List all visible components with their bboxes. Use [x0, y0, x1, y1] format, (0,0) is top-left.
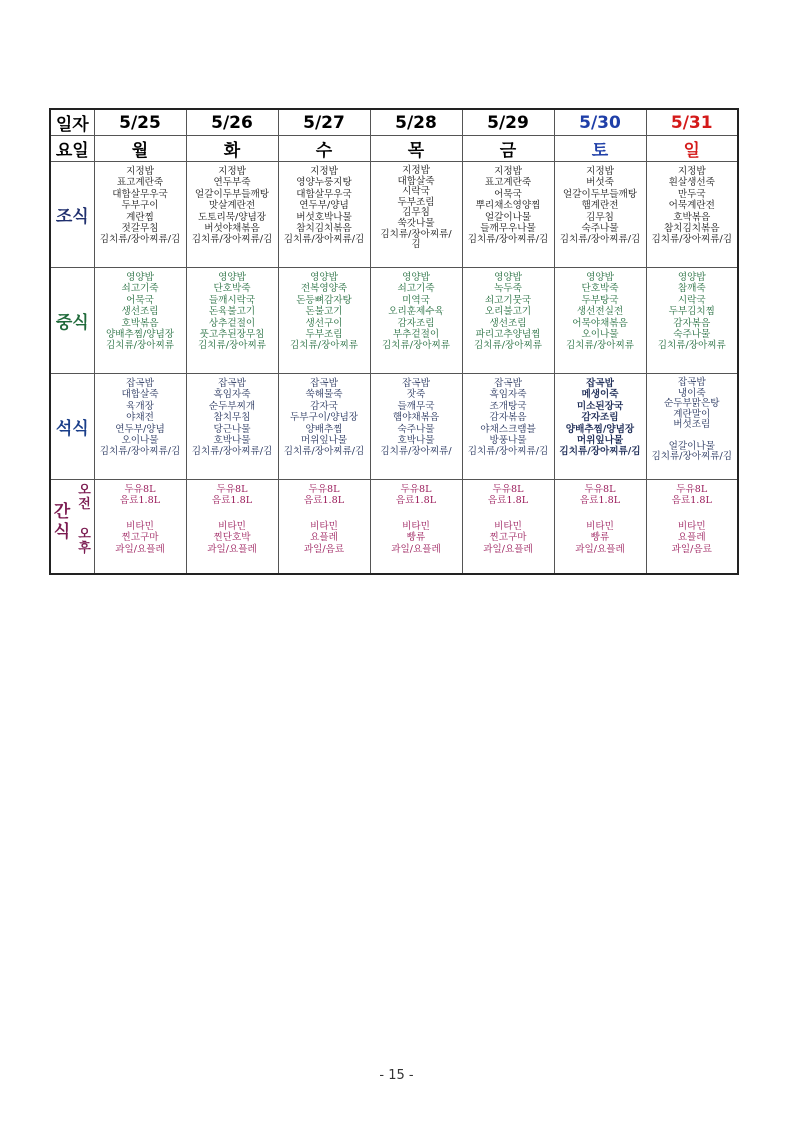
menu-item: 시락국	[402, 186, 430, 198]
weekday-label: 요일	[50, 136, 94, 162]
menu-item: 쑥해물죽	[305, 389, 343, 401]
menu-item: 쇠고기뭇국	[484, 294, 532, 306]
menu-item: 상추겉절이	[208, 317, 256, 329]
menu-item: 김치류/장아찌류/김	[191, 446, 273, 458]
menu-item: 육개장	[126, 400, 154, 412]
menu-item: 김치류/장아찌류/김	[559, 234, 641, 246]
menu-item: 잡곡밥	[494, 378, 522, 389]
menu-item: 호박나물	[397, 435, 435, 447]
menu-item: 파리고추양념찜	[475, 329, 541, 341]
menu-item: 대합살죽	[397, 175, 435, 187]
menu-item: 숙주나물	[673, 329, 711, 341]
menu-item: 머위잎나물	[576, 435, 624, 447]
snack-cell	[554, 480, 646, 575]
menu-item: 생선전실전	[576, 306, 624, 318]
menu-item: 돈육불고기	[208, 306, 256, 318]
menu-item: 흑임자죽	[489, 389, 527, 401]
snack-pm-item: 빵류	[590, 532, 610, 544]
menu-item: 지정밥	[402, 165, 430, 176]
date-cell: 5/28	[370, 109, 462, 136]
menu-item: 연두부죽	[213, 177, 251, 189]
breakfast-cell	[186, 162, 278, 268]
date-cell-saturday: 5/30	[554, 109, 646, 136]
snack-pm-item: 비타민	[218, 520, 246, 532]
menu-item: 김치류/장아찌류/김	[651, 234, 733, 246]
menu-item: 오리훈제수육	[388, 306, 444, 318]
menu-item: 김치류/장아찌류	[197, 340, 267, 352]
menu-item: 쇠고기죽	[397, 283, 435, 295]
menu-item: 메생이죽	[581, 389, 619, 401]
menu-item: 햄야채볶음	[392, 412, 440, 424]
snack-label-cell	[50, 480, 94, 575]
snack-pm-item: 빵류	[406, 532, 426, 544]
menu-item: 단호박죽	[581, 283, 619, 295]
menu-item: 지정밥	[310, 166, 338, 177]
menu-item: 양배추찜/양념장	[105, 329, 175, 341]
menu-item: 도토리묵/양념장	[197, 211, 267, 223]
menu-item: 김치류/장아찌류/김	[99, 446, 181, 458]
snack-pm-item: 찐고구마	[121, 532, 159, 544]
snack-row	[50, 480, 738, 575]
menu-item: 영양밥	[677, 272, 706, 283]
lunch-cell	[278, 268, 370, 374]
menu-item: 잡곡밥	[218, 378, 246, 389]
menu-item: 순두부맑은탕	[663, 398, 720, 410]
menu-item: 연두부/양념	[115, 423, 165, 435]
menu-item: 들깨무국	[397, 400, 435, 412]
menu-item: 맛살계란전	[208, 200, 256, 212]
menu-item: 김치류/장아찌류	[473, 340, 543, 352]
menu-item: 단호박죽	[213, 283, 251, 295]
snack-am-item: 음료1.8L	[119, 495, 161, 507]
menu-item: 김치류/장아찌류/김	[283, 446, 365, 458]
menu-item: 흰살생선죽	[668, 177, 715, 189]
snack-gap	[187, 507, 278, 521]
menu-item: 김치류/장아찌류/김	[191, 234, 273, 246]
menu-item: 얼갈이두부들깨탕	[194, 188, 270, 200]
menu-item: 김치류/장아찌류	[105, 340, 175, 352]
snack-am-item: 두유8L	[400, 484, 432, 495]
menu-item: 영양누룽지탕	[296, 177, 352, 189]
dinner-label: 석식	[50, 374, 94, 480]
menu-item: 순두부찌개	[208, 400, 256, 412]
menu-item: 부추겉절이	[392, 329, 440, 341]
snack-gap	[555, 507, 646, 521]
menu-item: 풋고추된장무침	[199, 329, 265, 341]
menu-item: 버섯호박나물	[296, 211, 352, 223]
menu-item: 돈불고기	[305, 306, 343, 318]
snack-pm-item: 과일/음료	[671, 543, 712, 555]
menu-item: 잡곡밥	[677, 377, 706, 388]
date-cell: 5/27	[278, 109, 370, 136]
dinner-cell	[278, 374, 370, 480]
menu-item: 감자국	[310, 400, 338, 412]
weekday-row	[50, 136, 738, 162]
menu-item: 야채전	[126, 412, 154, 424]
menu-item: 미소된장국	[576, 400, 624, 412]
snack-am-item: 음료1.8L	[395, 495, 437, 507]
menu-item: 표고계란죽	[484, 177, 532, 189]
dinner-cell	[186, 374, 278, 480]
menu-item: 김치류/장아찌류	[381, 340, 451, 352]
menu-item: 생선구이	[305, 317, 343, 329]
menu-item: 뿌리채소영양찜	[475, 200, 541, 212]
menu-item: 방풍나물	[489, 435, 527, 447]
menu-item: 계란말이	[673, 408, 711, 420]
snack-am-item: 음료1.8L	[211, 495, 253, 507]
weekday-cell: 월	[94, 136, 186, 162]
menu-item: 김치류/장아찌류/김	[467, 446, 549, 458]
snack-am-item: 두유8L	[492, 484, 524, 495]
snack-pm-item: 비타민	[677, 520, 706, 532]
breakfast-cell	[94, 162, 186, 268]
snack-cell	[462, 480, 554, 575]
menu-item: 김무침	[586, 211, 614, 223]
menu-item: 김치류/장아찌류/김	[651, 451, 733, 463]
menu-item: 잣죽	[406, 389, 426, 401]
menu-item: 오이나물	[581, 329, 619, 341]
menu-item: 생선조림	[121, 306, 159, 318]
snack-cell	[646, 480, 738, 575]
lunch-cell	[646, 268, 738, 374]
dinner-cell	[646, 374, 738, 480]
snack-cell	[278, 480, 370, 575]
menu-item: 두부조림	[305, 329, 343, 341]
menu-item: 김치류/장아찌류/김	[467, 234, 549, 246]
menu-item: 김치류/장아찌류/김	[99, 234, 181, 246]
menu-item: 표고계란죽	[116, 177, 164, 189]
menu-item: 흑임자죽	[213, 389, 251, 401]
menu-item: 호박볶음	[121, 317, 159, 329]
menu-item: 양배추찜/양념장	[565, 423, 635, 435]
menu-item: 영양밥	[126, 272, 154, 283]
date-row	[50, 109, 738, 136]
menu-item: 잡곡밥	[402, 378, 430, 389]
lunch-cell	[554, 268, 646, 374]
breakfast-cell	[462, 162, 554, 268]
menu-item: 참치김치볶음	[296, 223, 352, 235]
menu-item: 김치류/장아찌류	[289, 340, 359, 352]
menu-item: 얼갈이나물	[668, 440, 715, 452]
snack-am-item: 두유8L	[676, 484, 708, 495]
menu-item: 미역국	[402, 294, 430, 306]
menu-item: 두부구이/양념장	[289, 412, 359, 424]
snack-am-item: 두유8L	[216, 484, 248, 495]
snack-pm-item: 찐고구마	[489, 532, 527, 544]
snack-pm-item: 비타민	[494, 520, 522, 532]
snack-am-label: 오전	[78, 483, 91, 512]
snack-cell	[94, 480, 186, 575]
menu-item: 김치류/장아찌류/	[380, 446, 452, 458]
menu-item: 감자조림	[581, 412, 619, 424]
menu-item: 숙주나물	[397, 423, 435, 435]
menu-item: 계란찜	[126, 211, 154, 223]
snack-pm-item: 과일/음료	[303, 543, 345, 555]
snack-pm-item: 비타민	[310, 520, 338, 532]
menu-item: 영양밥	[402, 272, 430, 283]
menu-item: 냉이죽	[677, 387, 706, 399]
menu-item: 두부탕국	[581, 294, 619, 306]
menu-item: 젓갈무침	[121, 223, 159, 235]
menu-item: 숙주나물	[581, 223, 619, 235]
snack-gap	[371, 507, 462, 521]
snack-am-item: 음료1.8L	[303, 495, 345, 507]
breakfast-cell	[554, 162, 646, 268]
menu-item: 지정밥	[677, 166, 706, 177]
menu-item: 대합살죽	[121, 389, 159, 401]
snack-cell	[186, 480, 278, 575]
menu-item: 김치류/장아찌류/김	[559, 446, 641, 458]
menu-item: 영양밥	[586, 272, 614, 283]
menu-item: 참치무침	[213, 412, 251, 424]
breakfast-cell	[370, 162, 462, 268]
menu-item: 머위잎나물	[300, 435, 348, 447]
snack-gap	[279, 507, 370, 521]
menu-item: 어묵야채볶음	[572, 317, 628, 329]
menu-item: 얼갈이두부들깨탕	[562, 188, 638, 200]
date-cell: 5/29	[462, 109, 554, 136]
menu-item: 쑥갓나물	[397, 217, 435, 229]
weekday-cell: 목	[370, 136, 462, 162]
weekday-cell-sunday: 일	[646, 136, 738, 162]
dinner-cell	[554, 374, 646, 480]
menu-item: 햄계란전	[581, 200, 619, 212]
snack-pm-label: 오후	[78, 527, 91, 556]
menu-item: 돈등뼈감자탕	[296, 294, 352, 306]
snack-am-item: 두유8L	[308, 484, 340, 495]
date-label: 일자	[50, 109, 94, 136]
dinner-row	[50, 374, 738, 480]
snack-gap	[647, 507, 738, 521]
menu-item: 대합살무우국	[112, 188, 168, 200]
lunch-cell	[370, 268, 462, 374]
menu-item: 양배추찜	[305, 423, 343, 435]
menu-item: 어묵국	[126, 294, 154, 306]
dinner-cell	[462, 374, 554, 480]
menu-item: 지정밥	[494, 166, 522, 177]
menu-item: 두부구이	[121, 200, 159, 212]
weekday-cell: 수	[278, 136, 370, 162]
date-cell: 5/25	[94, 109, 186, 136]
snack-pm-item: 과일/요플레	[483, 543, 533, 555]
menu-item: 당근나물	[213, 423, 251, 435]
snack-gap	[463, 507, 554, 521]
menu-item: 녹두죽	[494, 283, 522, 295]
snack-label: 간식	[53, 502, 71, 542]
snack-am-item: 음료1.8L	[579, 495, 621, 507]
snack-pm-item: 요플레	[677, 532, 706, 544]
dinner-cell	[370, 374, 462, 480]
dinner-cell	[94, 374, 186, 480]
menu-item: 연두부/양념	[299, 200, 349, 212]
menu-item: 잡곡밥	[586, 378, 614, 389]
snack-pm-item: 비타민	[586, 520, 614, 532]
menu-item: 버섯야채볶음	[204, 223, 260, 235]
page-number: - 15 -	[379, 1068, 414, 1083]
menu-item: 어묵국	[494, 188, 522, 200]
snack-pm-item: 비타민	[402, 520, 430, 532]
menu-item: 대합살무우국	[296, 188, 352, 200]
menu-item: 잡곡밥	[310, 378, 338, 389]
snack-gap	[95, 507, 186, 521]
menu-item: 조개탕국	[489, 400, 527, 412]
snack-cell	[370, 480, 462, 575]
menu-item: 호박나물	[213, 435, 251, 447]
snack-am-item: 음료1.8L	[671, 495, 712, 507]
lunch-row	[50, 268, 738, 374]
menu-item: 김치류/장아찌류/김	[283, 234, 365, 246]
lunch-cell	[94, 268, 186, 374]
menu-item: 쇠고기죽	[121, 283, 159, 295]
menu-item: 지정밥	[218, 166, 246, 177]
menu-item: 김치류/장아찌류/	[380, 228, 452, 240]
menu-item: 두부김치찜	[668, 306, 715, 318]
menu-item: 영양밥	[494, 272, 522, 283]
menu-item: 감자볶음	[673, 317, 711, 329]
menu-item: 김	[411, 239, 421, 251]
lunch-label: 중식	[50, 268, 94, 374]
breakfast-cell	[278, 162, 370, 268]
menu-item: 감자조림	[397, 317, 435, 329]
snack-pm-item: 요플레	[310, 532, 338, 544]
menu-item: 감자볶음	[489, 412, 527, 424]
lunch-cell	[186, 268, 278, 374]
menu-item: 영양밥	[218, 272, 246, 283]
snack-am-item: 두유8L	[584, 484, 616, 495]
snack-pm-item: 과일/요플레	[391, 543, 441, 555]
menu-item: 시락국	[677, 294, 706, 306]
menu-item: 두부조림	[397, 196, 435, 208]
breakfast-cell	[646, 162, 738, 268]
menu-item: 지정밥	[126, 166, 154, 177]
menu-item: 호박볶음	[673, 211, 711, 223]
menu-item: 참깨죽	[677, 283, 706, 295]
menu-item: 전복영양죽	[300, 283, 348, 295]
snack-am-item: 두유8L	[124, 484, 156, 495]
menu-item: 얼갈이나물	[484, 211, 532, 223]
breakfast-row	[50, 162, 738, 268]
menu-item: 참치김치볶음	[663, 223, 720, 235]
snack-pm-item: 찐단호박	[213, 532, 251, 544]
weekday-cell: 금	[462, 136, 554, 162]
lunch-cell	[462, 268, 554, 374]
breakfast-label: 조식	[50, 162, 94, 268]
menu-item: 어묵계란전	[668, 200, 715, 212]
menu-item: 들깨시락국	[208, 294, 256, 306]
snack-am-item: 음료1.8L	[487, 495, 529, 507]
snack-pm-item: 과일/요플레	[575, 543, 625, 555]
menu-item: 김치류/장아찌류	[565, 340, 635, 352]
menu-item: 영양밥	[310, 272, 338, 283]
menu-item: 오리불고기	[484, 306, 532, 318]
menu-item: 오이나물	[121, 435, 159, 447]
menu-item: 들깨무우나물	[480, 223, 536, 235]
snack-pm-item: 비타민	[126, 520, 154, 532]
menu-item: 생선조림	[489, 317, 527, 329]
menu-item: 지정밥	[586, 166, 614, 177]
menu-item	[647, 431, 738, 442]
snack-pm-item: 과일/요플레	[115, 543, 165, 555]
menu-item: 버섯죽	[586, 177, 614, 189]
date-cell: 5/26	[186, 109, 278, 136]
weekday-cell-saturday: 토	[554, 136, 646, 162]
menu-item: 김치류/장아찌류	[657, 340, 726, 352]
weekly-meal-table	[49, 108, 739, 575]
weekday-cell: 화	[186, 136, 278, 162]
snack-pm-item: 과일/요플레	[207, 543, 257, 555]
menu-item: 만두국	[677, 188, 706, 200]
date-cell-sunday: 5/31	[646, 109, 738, 136]
menu-item: 버섯조림	[673, 419, 711, 431]
menu-item: 야채스크램블	[480, 423, 536, 435]
menu-item: 김무침	[402, 207, 430, 219]
menu-item: 잡곡밥	[126, 378, 154, 389]
